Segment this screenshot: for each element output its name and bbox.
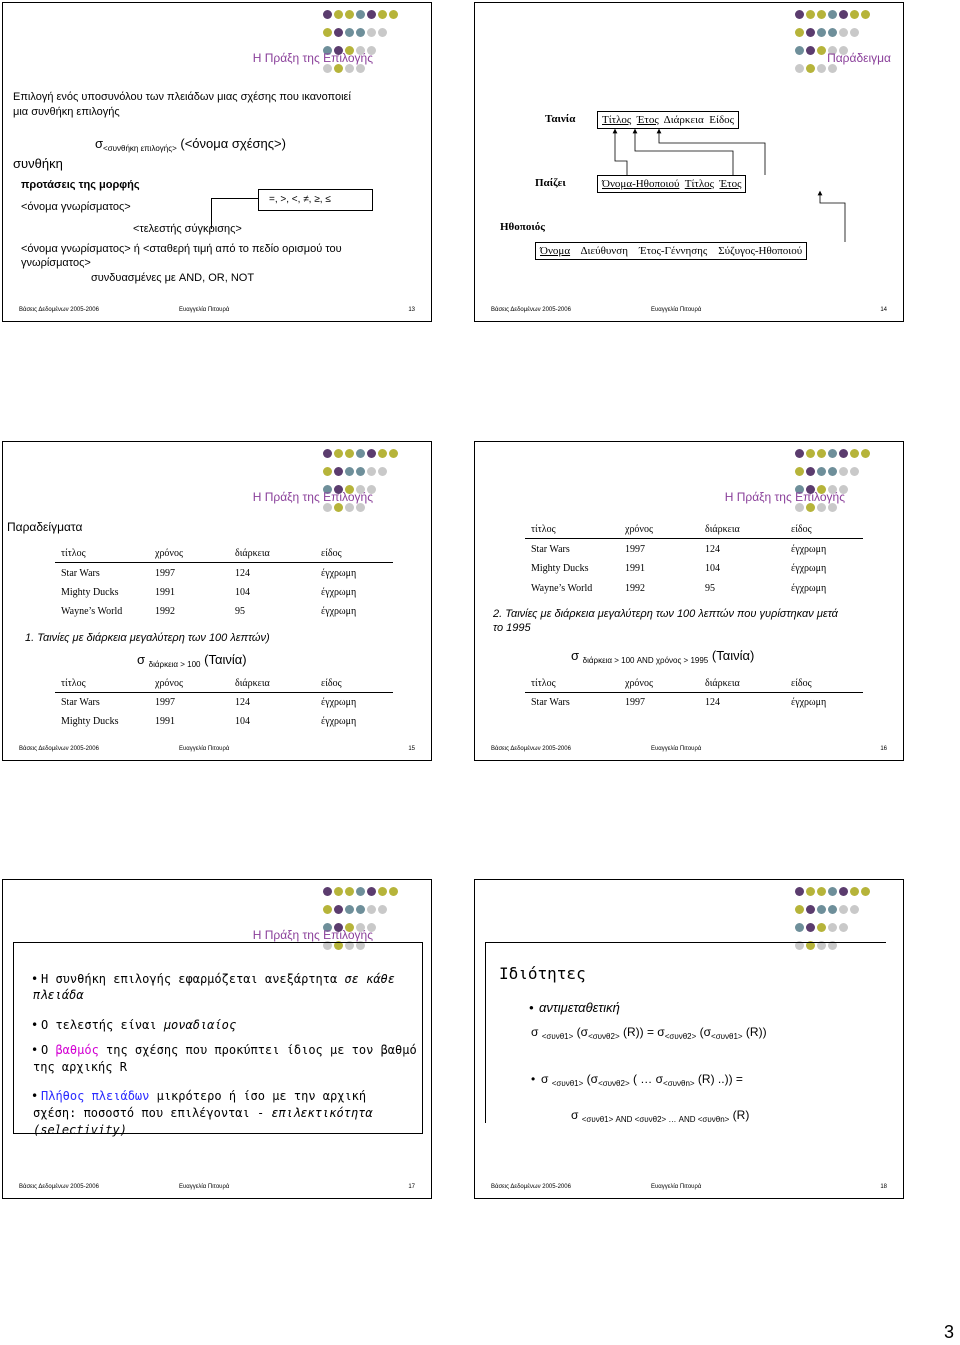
condition-label: συνθήκη xyxy=(13,156,63,171)
selection-formula: σ $_{\delta\iota ά\rho\kappa\varepsilon\iota\alpha > 100}$ (Ταινία) xyxy=(137,652,247,669)
table-cell: Mighty Ducks xyxy=(61,587,119,598)
attribute-name: <όνομα γνωρίσματος> xyxy=(21,201,131,213)
table-cell: έγχρωμη xyxy=(791,563,827,574)
table-cell: 104 xyxy=(235,716,250,727)
selection-formula: $\sigma_{<\sigma\upsilon\nu\theta ή\kappa\eta \varepsilon\pi\iota\lambda o\gamma ή\varsigma>}$ (<όνομα σχέσης>) xyxy=(95,136,286,153)
slide-title: Η Πράξη της Επιλογής xyxy=(252,490,373,504)
table-cell: 124 xyxy=(705,697,720,708)
table-cell: Star Wars xyxy=(61,568,100,579)
slide-16 xyxy=(474,441,904,761)
table-cell: 124 xyxy=(235,697,250,708)
table-cell: 1992 xyxy=(625,583,645,594)
slide-15 xyxy=(2,441,432,761)
operand-line-1: <όνομα γνωρίσματος> ή <σταθερή τιμή από το πεδίο ορισμού του xyxy=(21,243,342,255)
header-cell: χρόνος xyxy=(155,678,183,689)
table-cell: έγχρωμη xyxy=(791,583,827,594)
decorative-dots xyxy=(795,446,879,518)
header-rule xyxy=(525,692,863,693)
table-cell: έγχρωμη xyxy=(321,697,357,708)
footer: Βάσεις Δεδομένων 2005-2006 Ευαγγελία Πιτουρά 13 xyxy=(19,307,415,313)
header-cell: διάρκεια xyxy=(235,678,270,689)
footer: Βάσεις Δεδομένων 2005-2006 Ευαγγελία Πιτουρά 15 xyxy=(19,746,415,752)
header-rule xyxy=(525,538,863,539)
formula-1: σ $_{<\sigma\upsilon\nu\theta 1>}$ ($\sigma_{<\sigma\upsilon\nu\theta 2>}$ $(R)) = \sigma_{<\sigma\upsilon\nu\theta 2>}$ ($\sigma_{<\sigma\upsilon\nu\theta 1>}$ (R)) xyxy=(531,1025,767,1041)
table-cell: έγχρωμη xyxy=(321,716,357,727)
footer: Βάσεις Δεδομένων 2005-2006 Ευαγγελία Πιτουρά 17 xyxy=(19,1184,415,1190)
table-cell: 1997 xyxy=(625,544,645,555)
commutative-label: • αντιμεταθετική xyxy=(539,1000,620,1015)
intro-line-1: Επιλογή ενός υποσυνόλου των πλειάδων μιας σχέσης που ικανοποιεί xyxy=(13,91,351,103)
intro-line-2: μια συνθήκη επιλογής xyxy=(13,106,120,118)
table-cell: 124 xyxy=(705,544,720,555)
table-cell: έγχρωμη xyxy=(791,544,827,555)
operand-line-2: γνωρίσματος> xyxy=(21,257,91,269)
formula-2: • σ $_{<\sigma\upsilon\nu\theta 1>}$ ($\sigma_{<\sigma\upsilon\nu\theta 2>}$ ( … $\sigma_{<\sigma\upsilon\nu\theta n>}$ (R) ..)) = xyxy=(541,1072,743,1088)
table-cell: έγχρωμη xyxy=(321,606,357,617)
bullet-3: • Ο βαθμός της σχέσης που προκύπτει ίδιος με τον βαθμό xyxy=(41,1043,417,1057)
table-cell: 1991 xyxy=(155,587,175,598)
table-cell: 1991 xyxy=(155,716,175,727)
table-cell: 1991 xyxy=(625,563,645,574)
slide-title: Η Πράξη της Επιλογής xyxy=(724,490,845,504)
header-rule xyxy=(55,692,393,693)
bullet-4-cont-2: (selectivity) xyxy=(33,1123,127,1137)
header-cell: είδος xyxy=(791,524,812,535)
bullet-2: • Ο τελεστής είναι μοναδιαίος xyxy=(41,1018,236,1032)
footer: Βάσεις Δεδομένων 2005-2006 Ευαγγελία Πιτουρά 16 xyxy=(491,746,887,752)
header-cell: διάρκεια xyxy=(705,678,740,689)
footer: Βάσεις Δεδομένων 2005-2006 Ευαγγελία Πιτουρά 14 xyxy=(491,307,887,313)
slide-title: Η Πράξη της Επιλογής xyxy=(252,928,373,942)
table-cell: Mighty Ducks xyxy=(531,563,589,574)
header-cell: είδος xyxy=(791,678,812,689)
table-cell: έγχρωμη xyxy=(321,587,357,598)
header-cell: διάρκεια xyxy=(235,548,270,559)
decorative-dots xyxy=(323,7,407,79)
slide-title: Η Πράξη της Επιλογής xyxy=(252,51,373,65)
header-cell: χρόνος xyxy=(155,548,183,559)
table-cell: Mighty Ducks xyxy=(61,716,119,727)
table-cell: 104 xyxy=(705,563,720,574)
header-cell: χρόνος xyxy=(625,678,653,689)
foreign-key-arrows xyxy=(475,3,904,303)
query-2-line-2: το 1995 xyxy=(493,622,531,634)
relation-actor: Ηθοποιός xyxy=(500,221,545,233)
table-cell: έγχρωμη xyxy=(321,568,357,579)
table-cell: 1997 xyxy=(625,697,645,708)
slide-13 xyxy=(2,2,432,322)
slide-18 xyxy=(474,879,904,1199)
table-cell: 1992 xyxy=(155,606,175,617)
bullet-4: • Πλήθος πλειάδων μικρότερο ή ίσο με την αρχική xyxy=(41,1089,366,1103)
query-2-line-1: 2. Ταινίες με διάρκεια μεγαλύτερη των 100 λεπτών που γυρίστηκαν μετά xyxy=(493,608,838,620)
header-cell: τίτλος xyxy=(61,548,86,559)
table-cell: 95 xyxy=(235,606,245,617)
relation-actor-attrs: Όνομα Διεύθυνση Έτος-Γέννησης Σύζυγος-Ηθοποιού xyxy=(535,242,807,260)
header-cell: διάρκεια xyxy=(705,524,740,535)
table-cell: 104 xyxy=(235,587,250,598)
table-cell: 95 xyxy=(705,583,715,594)
slide-title: Παράδειγμα xyxy=(827,51,891,65)
comparison-operator: <τελεστής σύγκρισης> xyxy=(133,223,242,235)
forms-label: προτάσεις της μορφής xyxy=(21,179,140,191)
header-cell: είδος xyxy=(321,548,342,559)
decorative-dots xyxy=(323,446,407,518)
selection-formula: σ $_{\delta\iota ά\rho\kappa\varepsilon\iota\alpha > 100 AND \chi\rho ό\nu o\varsigma > 1995}$ (Ταινία) xyxy=(571,648,755,665)
table-cell: Star Wars xyxy=(531,697,570,708)
table-cell: Star Wars xyxy=(61,697,100,708)
slide-title: Ιδιότητες xyxy=(499,964,586,983)
bullet-3-cont: της αρχικής R xyxy=(33,1060,127,1074)
slide-17 xyxy=(2,879,432,1199)
header-rule xyxy=(55,562,393,563)
combined-with: συνδυασμένες με AND, OR, NOT xyxy=(91,272,255,284)
page-number: 3 xyxy=(943,1322,954,1342)
relation-movie: Ταινία xyxy=(545,113,576,125)
slide-14 xyxy=(474,2,904,322)
relation-plays: Παίζει xyxy=(535,177,566,189)
table-cell: Wayne’s World xyxy=(531,583,593,594)
bullet-1: • Η συνθήκη επιλογής εφαρμόζεται ανεξάρτητα σε κάθε xyxy=(41,972,395,986)
table-cell: Wayne’s World xyxy=(61,606,123,617)
query-1: 1. Ταινίες με διάρκεια μεγαλύτερη των 100 λεπτών) xyxy=(25,632,270,644)
bullet-4-cont: σχέση: ποσοστό που επιλέγονται - επιλεκτικότητα xyxy=(33,1106,373,1120)
table-cell: 1997 xyxy=(155,568,175,579)
header-cell: τίτλος xyxy=(61,678,86,689)
table-cell: Star Wars xyxy=(531,544,570,555)
header-cell: τίτλος xyxy=(531,678,556,689)
examples-heading: Παραδείγματα xyxy=(7,520,83,534)
operators-box: =, >, <, ≠, ≥, ≤ xyxy=(258,189,373,211)
table-cell: 1997 xyxy=(155,697,175,708)
formula-3: σ $_{<\sigma\upsilon\nu\theta 1>}$ $_{AND <\sigma\upsilon\nu\theta 2> \dots AND <\sigma\upsilon\nu\theta n>}$ (R) xyxy=(571,1108,750,1124)
header-cell: τίτλος xyxy=(531,524,556,535)
header-cell: είδος xyxy=(321,678,342,689)
relation-plays-attrs: Όνομα-Ηθοποιού Τίτλος Έτος xyxy=(597,175,746,193)
relation-movie-attrs: Τίτλος Έτος Διάρκεια Είδος xyxy=(597,111,739,129)
header-cell: χρόνος xyxy=(625,524,653,535)
footer: Βάσεις Δεδομένων 2005-2006 Ευαγγελία Πιτουρά 18 xyxy=(491,1184,887,1190)
table-cell: 124 xyxy=(235,568,250,579)
bullet-1-cont: πλειάδα xyxy=(33,988,84,1002)
table-cell: έγχρωμη xyxy=(791,697,827,708)
